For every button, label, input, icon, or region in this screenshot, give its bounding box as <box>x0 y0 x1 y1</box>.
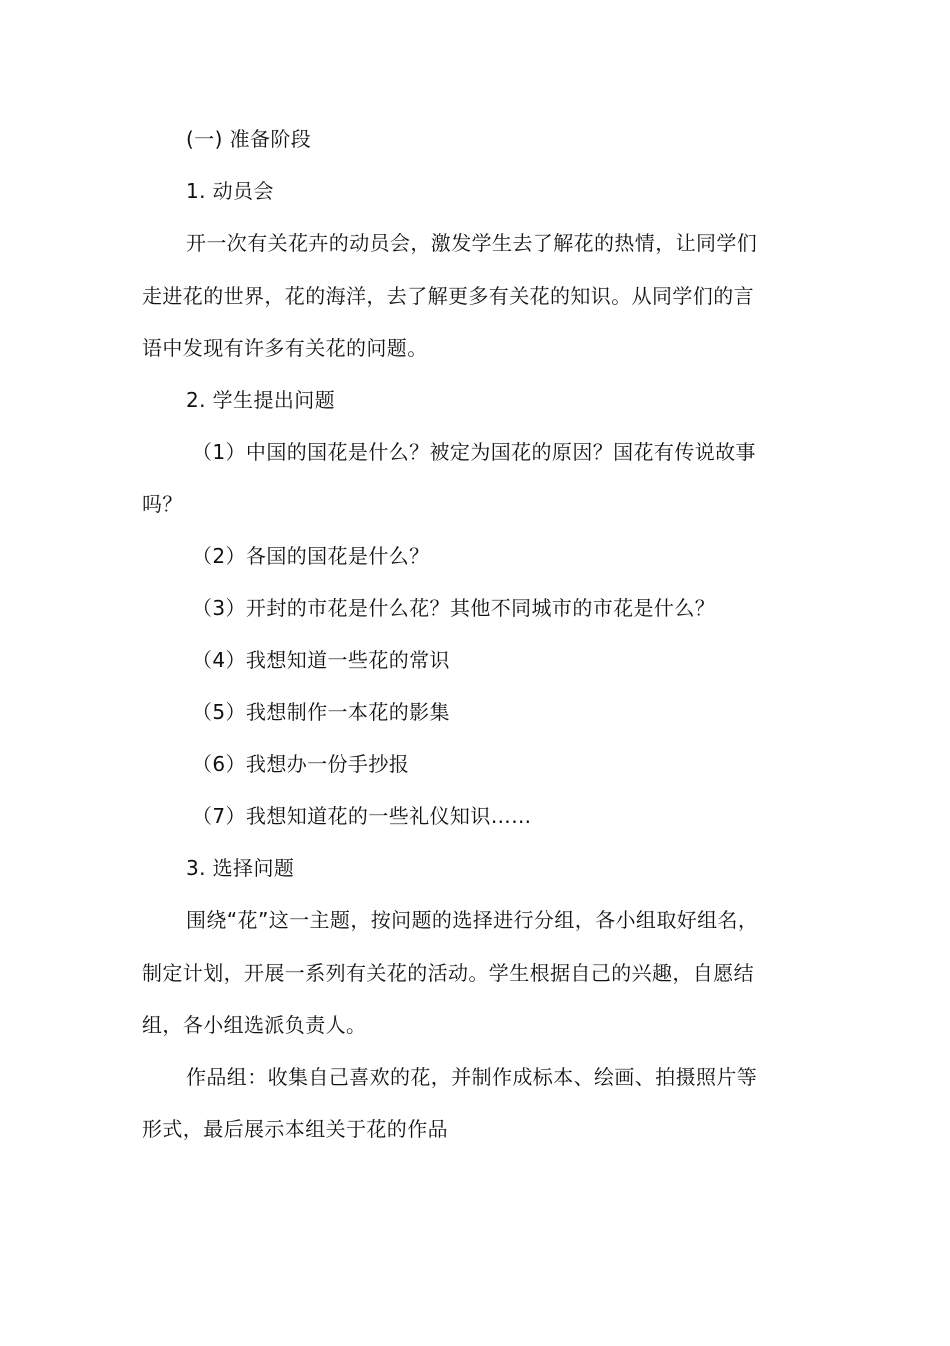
step1-paragraph-line: 语中发现有许多有关花的问题。 <box>142 336 428 360</box>
step1-heading: 1. 动员会 <box>186 179 274 203</box>
section-heading: (一) 准备阶段 <box>186 127 312 151</box>
works-group-line: 形式，最后展示本组关于花的作品 <box>142 1117 448 1141</box>
step3-paragraph-line: 组，各小组选派负责人。 <box>142 1013 367 1037</box>
question-item: （4）我想知道一些花的常识 <box>192 648 450 672</box>
works-group-line: 作品组：收集自己喜欢的花，并制作成标本、绘画、拍摄照片等 <box>186 1065 758 1089</box>
question-item: （2）各国的国花是什么？ <box>192 544 430 568</box>
question-item: （1）中国的国花是什么？被定为国花的原因？国花有传说故事 <box>192 440 756 464</box>
question-item-continuation: 吗？ <box>142 492 183 516</box>
question-item: （7）我想知道花的一些礼仪知识…… <box>192 804 532 828</box>
question-item: （6）我想办一份手抄报 <box>192 752 410 776</box>
step3-paragraph-line: 制定计划，开展一系列有关花的活动。学生根据自己的兴趣，自愿结 <box>142 961 754 985</box>
step3-paragraph-line: 围绕“花”这一主题，按问题的选择进行分组，各小组取好组名， <box>186 908 759 932</box>
step1-paragraph-line: 走进花的世界，花的海洋，去了解更多有关花的知识。从同学们的言 <box>142 284 754 308</box>
question-item: （5）我想制作一本花的影集 <box>192 700 450 724</box>
question-item: （3）开封的市花是什么花？其他不同城市的市花是什么？ <box>192 596 716 620</box>
step3-heading: 3. 选择问题 <box>186 856 295 880</box>
step2-heading: 2. 学生提出问题 <box>186 388 336 412</box>
step1-paragraph-line: 开一次有关花卉的动员会，激发学生去了解花的热情，让同学们 <box>186 231 758 255</box>
